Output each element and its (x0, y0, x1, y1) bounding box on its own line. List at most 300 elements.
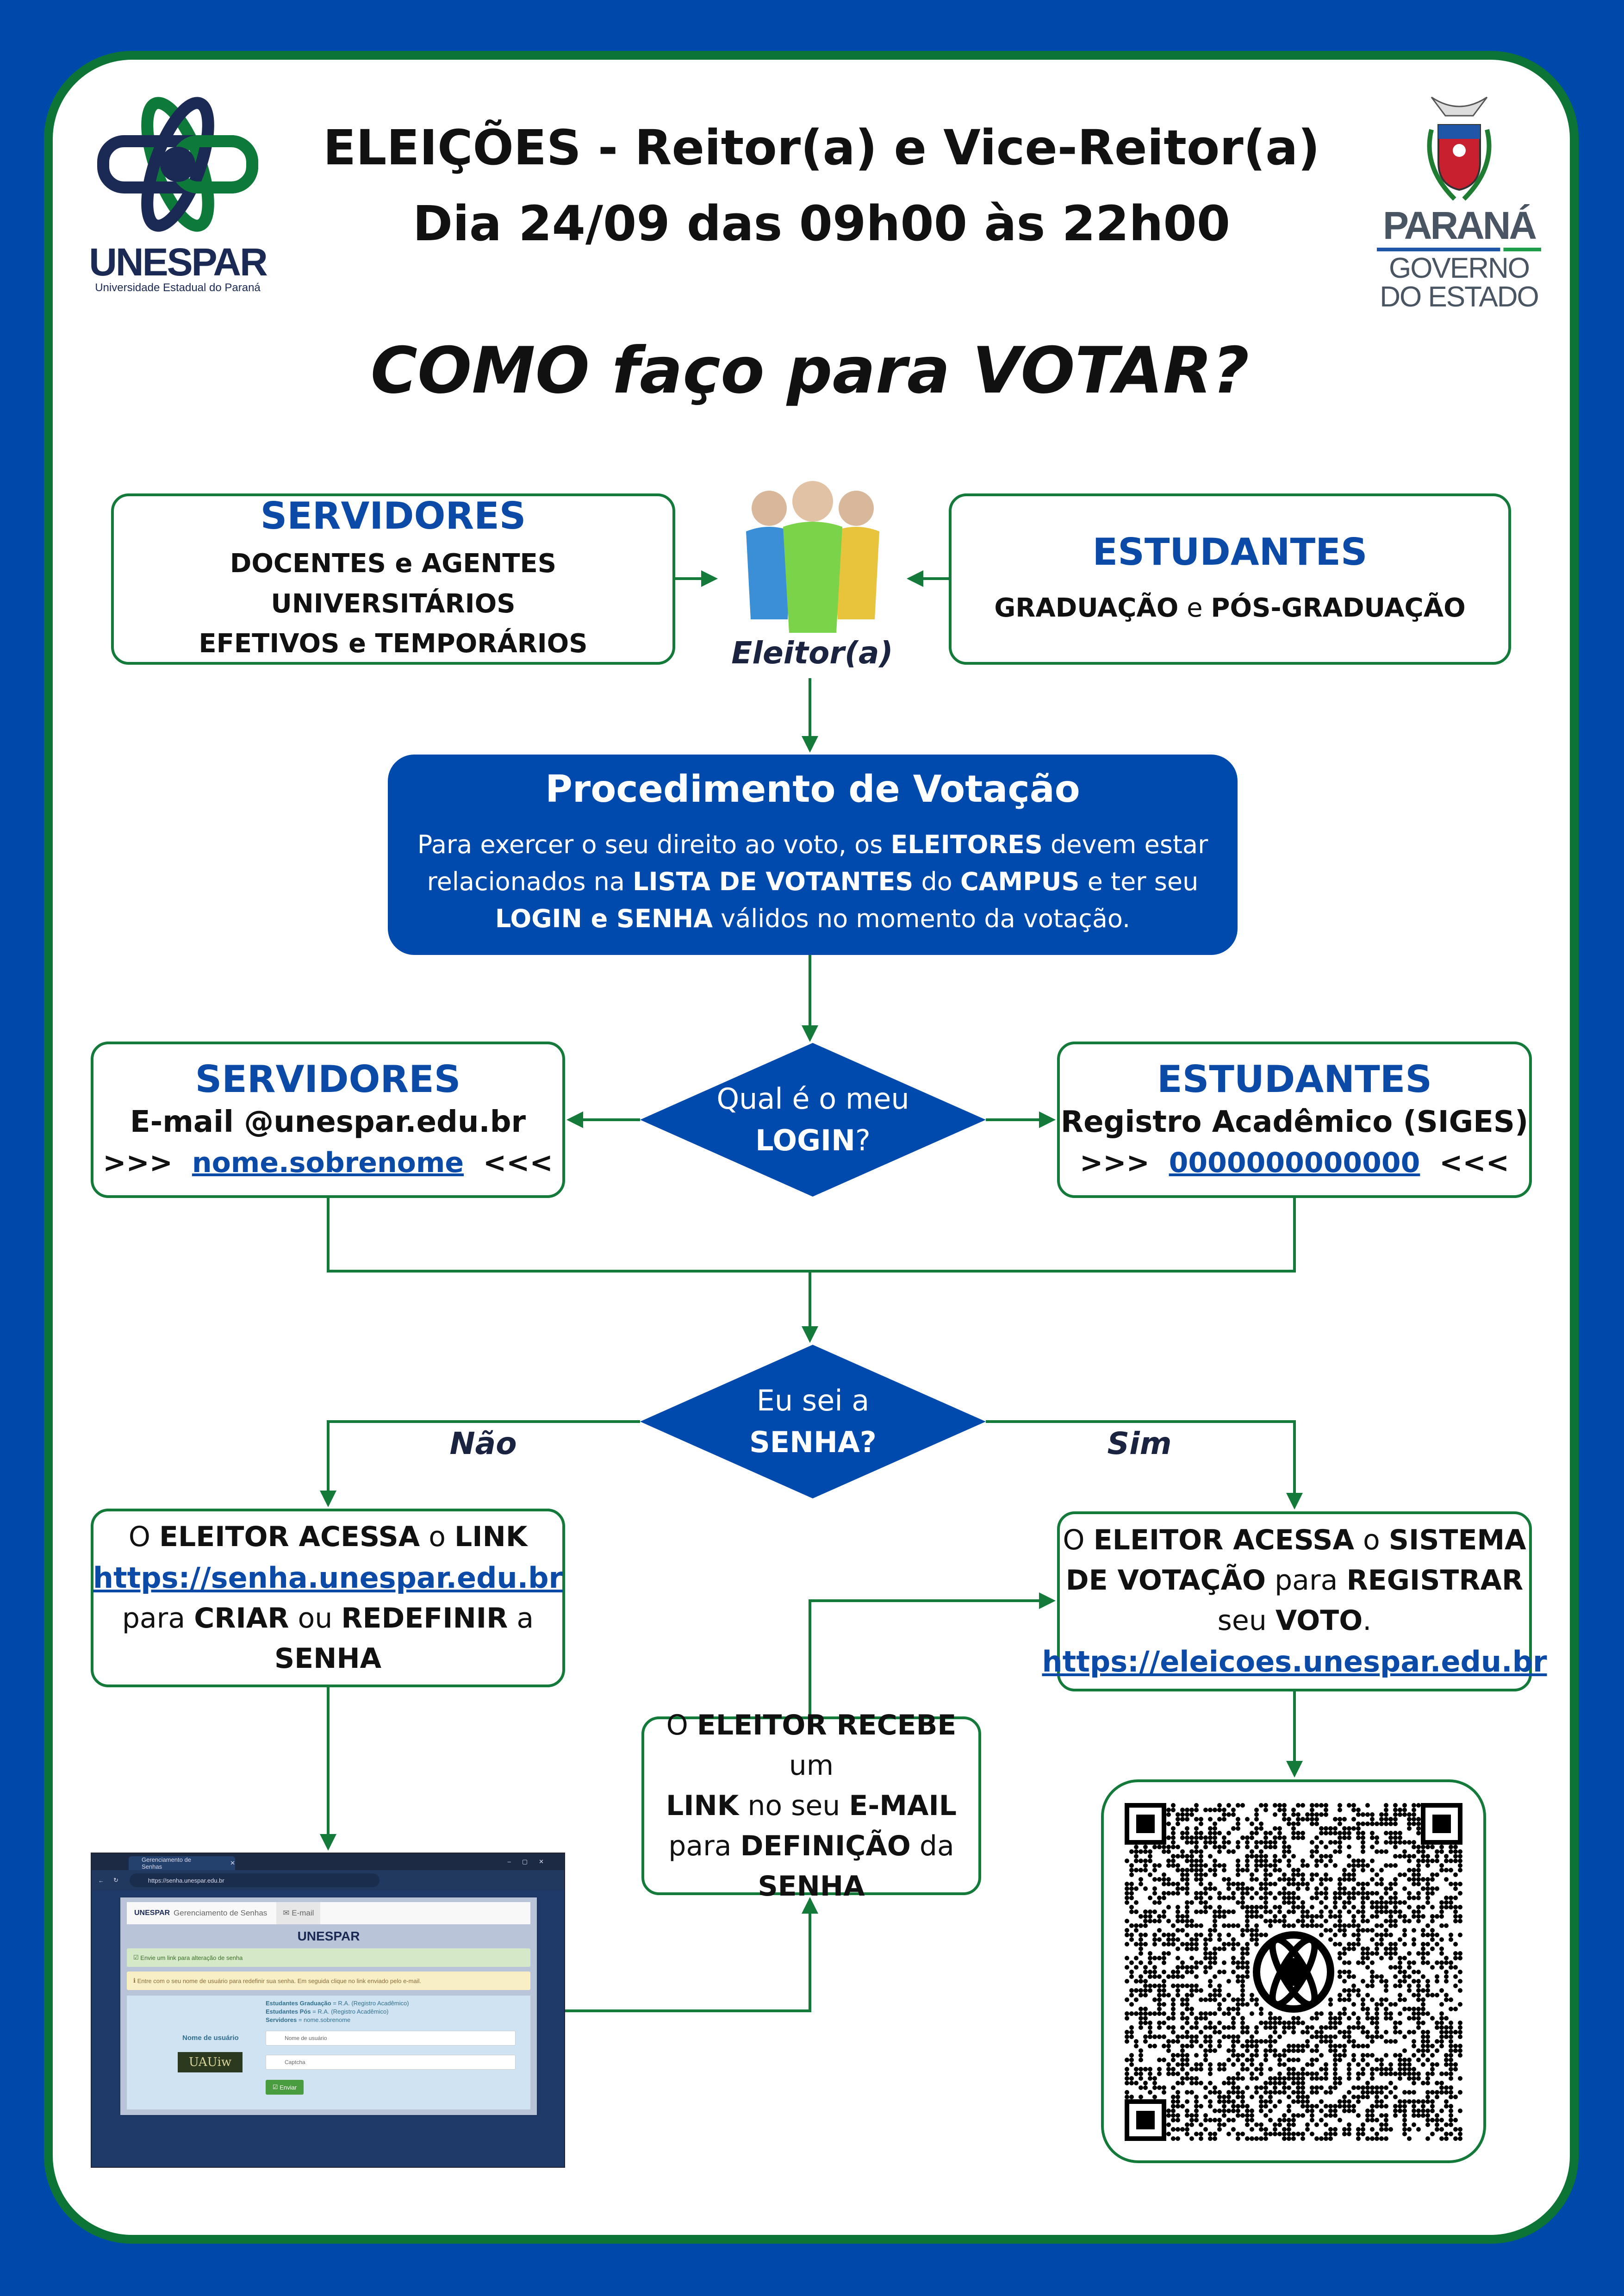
qr-module (1166, 2048, 1171, 2053)
qr-module (1250, 2109, 1254, 2113)
qr-module (1268, 2011, 1273, 2016)
qr-module (1236, 1965, 1240, 1970)
qr-module (1416, 1909, 1421, 1914)
qr-module (1176, 1812, 1180, 1817)
qr-module (1393, 1877, 1398, 1882)
qr-module (1231, 2076, 1236, 2081)
qr-module (1347, 1845, 1351, 1849)
qr-module (1407, 1812, 1412, 1817)
qr-module (1259, 2085, 1263, 2090)
qr-module (1268, 2048, 1273, 2053)
qr-module (1152, 1970, 1157, 1974)
qr-module (1300, 2085, 1305, 2090)
qr-module (1245, 1859, 1250, 1863)
qr-module (1176, 1984, 1180, 1988)
qr-module (1125, 1933, 1129, 1937)
branch-yes-label: Sim (1107, 1426, 1172, 1461)
qr-module (1375, 2085, 1379, 2090)
qr-module (1370, 2053, 1375, 2058)
qr-module (1176, 1845, 1180, 1849)
qr-module (1305, 2099, 1310, 2104)
qr-module (1282, 2021, 1287, 2025)
text-segment: ELEITORES (890, 830, 1043, 859)
qr-module (1291, 2058, 1296, 2062)
qr-module (1180, 1808, 1185, 1812)
hint-value: = R.A. (Registro Acadêmico) (311, 2008, 389, 2015)
text-segment: um (789, 1749, 834, 1782)
qr-module (1435, 1849, 1439, 1854)
qr-module (1449, 2025, 1453, 2030)
qr-module (1407, 2016, 1412, 2021)
qr-module (1157, 1956, 1162, 1960)
qr-module (1254, 2136, 1259, 2141)
qr-module (1222, 2095, 1226, 2099)
qr-module (1416, 1970, 1421, 1974)
qr-module (1189, 2039, 1194, 2044)
qr-module (1402, 1928, 1407, 1933)
qr-module (1324, 1831, 1328, 1835)
qr-module (1180, 2062, 1185, 2067)
qr-module (1185, 2021, 1189, 2025)
qr-module (1384, 1997, 1388, 2002)
qr-module (1166, 1812, 1171, 1817)
qr-module (1245, 2044, 1250, 2048)
qr-module (1310, 2090, 1314, 2095)
qr-module (1222, 2011, 1226, 2016)
qr-module (1430, 2099, 1435, 2104)
qr-module (1439, 1951, 1444, 1956)
qr-module (1148, 2067, 1152, 2071)
qr-module (1162, 1891, 1166, 1896)
qr-module (1203, 1997, 1208, 2002)
qr-module (1356, 1928, 1361, 1933)
qr-module (1134, 1956, 1139, 1960)
qr-module (1370, 1835, 1375, 1840)
qr-module (1268, 1831, 1273, 1835)
qr-module (1208, 2034, 1213, 2039)
qr-module (1180, 2058, 1185, 2062)
email-link-box (641, 1709, 981, 1903)
qr-module (1412, 1868, 1416, 1872)
qr-module (1277, 2021, 1282, 2025)
qr-module (1143, 1914, 1148, 1919)
qr-module (1388, 1835, 1393, 1840)
unespar-wordmark: UNESPAR (89, 240, 267, 284)
qr-module (1185, 1882, 1189, 1886)
qr-module (1143, 1909, 1148, 1914)
qr-module (1375, 2099, 1379, 2104)
qr-module (1333, 1826, 1338, 1831)
qr-module (1213, 1988, 1217, 1993)
qr-module (1449, 2048, 1453, 2053)
qr-module (1412, 2090, 1416, 2095)
qr-module (1370, 1859, 1375, 1863)
qr-module (1157, 2025, 1162, 2030)
qr-module (1398, 1956, 1402, 1960)
qr-module (1125, 1859, 1129, 1863)
qr-module (1296, 1886, 1300, 1891)
qr-module (1361, 2090, 1365, 2095)
qr-module (1375, 1942, 1379, 1947)
qr-module (1412, 1872, 1416, 1877)
qr-module (1194, 1826, 1199, 1831)
qr-module (1222, 1914, 1226, 1919)
qr-module (1430, 1877, 1435, 1882)
qr-module (1430, 2062, 1435, 2067)
qr-module (1250, 2062, 1254, 2067)
qr-module (1351, 1826, 1356, 1831)
qr-module (1296, 2076, 1300, 2081)
qr-module (1166, 1859, 1171, 1863)
qr-module (1162, 2002, 1166, 2007)
qr-module (1398, 1979, 1402, 1984)
qr-module (1217, 2039, 1222, 2044)
qr-module (1310, 2058, 1314, 2062)
qr-module (1277, 2118, 1282, 2122)
text-segment: LISTA DE VOTANTES (633, 867, 914, 896)
qr-module (1439, 2025, 1444, 2030)
qr-module (1180, 2016, 1185, 2021)
qr-module (1402, 2062, 1407, 2067)
qr-module (1370, 2113, 1375, 2118)
qr-module (1259, 1863, 1263, 1868)
qr-module (1305, 2030, 1310, 2034)
qr-module (1143, 1859, 1148, 1863)
qr-module (1439, 2071, 1444, 2076)
qr-module (1236, 1900, 1240, 1905)
qr-module (1458, 1933, 1462, 1937)
qr-module (1245, 1928, 1250, 1933)
qr-module (1199, 1835, 1203, 1840)
qr-module (1152, 2085, 1157, 2090)
qr-module (1282, 1900, 1287, 1905)
form-hints (266, 1999, 409, 2024)
qr-module (1226, 2109, 1231, 2113)
qr-module (1277, 2090, 1282, 2095)
qr-module (1356, 2021, 1361, 2025)
qr-module (1152, 2011, 1157, 2016)
qr-module (1254, 1909, 1259, 1914)
qr-module (1282, 1891, 1287, 1896)
qr-module (1365, 1882, 1370, 1886)
qr-module (1388, 1914, 1393, 1919)
qr-module (1282, 2053, 1287, 2058)
qr-module (1273, 1845, 1277, 1849)
qr-module (1125, 1891, 1129, 1896)
qr-module (1388, 1831, 1393, 1835)
qr-module (1208, 2071, 1213, 2076)
qr-module (1245, 1891, 1250, 1896)
text-segment: LOGIN (755, 1123, 855, 1157)
qr-module (1416, 1993, 1421, 1997)
text-line (122, 1639, 534, 1679)
qr-module (1277, 2099, 1282, 2104)
qr-module (1171, 1891, 1176, 1896)
qr-module (1421, 2104, 1425, 2109)
qr-module (1324, 1886, 1328, 1891)
text-segment: EFETIVOS (199, 629, 340, 659)
qr-module (1379, 1877, 1384, 1882)
qr-module (1282, 1835, 1287, 1840)
qr-module (1453, 1951, 1458, 1956)
qr-module (1171, 1808, 1176, 1812)
qr-module (1217, 2118, 1222, 2122)
qr-module (1176, 1965, 1180, 1970)
qr-module (1162, 1877, 1166, 1882)
qr-module (1342, 1988, 1347, 1993)
qr-module (1384, 1984, 1388, 1988)
qr-module (1347, 1835, 1351, 1840)
qr-module (1231, 2118, 1236, 2122)
qr-module (1347, 1974, 1351, 1979)
qr-module (1194, 2132, 1199, 2136)
qr-module (1338, 2099, 1342, 2104)
qr-module (1314, 1872, 1319, 1877)
qr-module (1277, 1859, 1282, 1863)
voting-system-link[interactable]: https://eleicoes.unespar.edu.br (1042, 1645, 1547, 1679)
procedure-box (388, 755, 1238, 955)
qr-module (1180, 1965, 1185, 1970)
qr-module (1333, 2109, 1338, 2113)
qr-module (1314, 1845, 1319, 1849)
qr-module (1370, 1817, 1375, 1822)
qr-module (1143, 1942, 1148, 1947)
qr-module (1328, 1831, 1333, 1835)
qr-module (1425, 1933, 1430, 1937)
qr-module (1305, 1886, 1310, 1891)
qr-module (1194, 2076, 1199, 2081)
qr-module (1342, 2109, 1347, 2113)
parana-wordmark: PARANÁ (1382, 204, 1536, 247)
qr-module (1250, 1928, 1254, 1933)
qr-module (1416, 1859, 1421, 1863)
qr-module (1402, 2071, 1407, 2076)
qr-module (1365, 1812, 1370, 1817)
qr-module (1314, 1817, 1319, 1822)
qr-module (1250, 2076, 1254, 2081)
qr-module (1291, 2076, 1296, 2081)
qr-module (1240, 2132, 1245, 2136)
qr-module (1449, 2071, 1453, 2076)
qr-module (1171, 2127, 1176, 2132)
qr-module (1379, 1979, 1384, 1984)
qr-module (1148, 1984, 1152, 1988)
qr-module (1245, 1951, 1250, 1956)
qr-module (1319, 2011, 1324, 2016)
qr-module (1351, 1974, 1356, 1979)
qr-module (1338, 1849, 1342, 1854)
qr-module (1384, 2118, 1388, 2122)
qr-module (1338, 1923, 1342, 1928)
qr-module (1176, 1822, 1180, 1826)
qr-module (1148, 1896, 1152, 1900)
qr-module (1171, 2104, 1176, 2109)
qr-module (1222, 2034, 1226, 2039)
qr-module (1388, 2127, 1393, 2132)
qr-module (1226, 2090, 1231, 2095)
qr-module (1231, 1937, 1236, 1942)
text-line (388, 900, 1238, 937)
qr-module (1185, 2030, 1189, 2034)
qr-module (1213, 2118, 1217, 2122)
qr-module (1425, 1854, 1430, 1859)
text-segment: o (420, 1520, 455, 1553)
qr-module (1421, 1849, 1425, 1854)
email-nav-label: E-mail (292, 1909, 314, 1917)
qr-module (1176, 1970, 1180, 1974)
qr-module (1185, 2053, 1189, 2058)
qr-module (1240, 1868, 1245, 1872)
qr-module (1458, 2136, 1462, 2141)
qr-module (1402, 1933, 1407, 1937)
qr-module (1129, 1960, 1134, 1965)
qr-module (1416, 1984, 1421, 1988)
qr-module (1189, 2076, 1194, 2081)
qr-module (1338, 1835, 1342, 1840)
qr-module (1129, 2095, 1134, 2099)
qr-module (1310, 1923, 1314, 1928)
qr-module (1370, 2127, 1375, 2132)
qr-module (1430, 2104, 1435, 2109)
qr-module (1231, 1849, 1236, 1854)
qr-module (1282, 1812, 1287, 1817)
qr-module (1277, 1826, 1282, 1831)
qr-module (1300, 1835, 1305, 1840)
qr-module (1388, 2011, 1393, 2016)
qr-module (1287, 1896, 1291, 1900)
qr-module (1189, 1859, 1194, 1863)
qr-module (1370, 1928, 1375, 1933)
qr-module (1176, 1882, 1180, 1886)
qr-module (1217, 1914, 1222, 1919)
qr-module (1185, 1812, 1189, 1817)
qr-module (1342, 2048, 1347, 2053)
qr-module (1162, 2021, 1166, 2025)
qr-module (1208, 2044, 1213, 2048)
qr-module (1393, 1817, 1398, 1822)
qr-module (1449, 2132, 1453, 2136)
qr-module (1296, 1872, 1300, 1877)
qr-module (1324, 1877, 1328, 1882)
qr-module (1324, 1845, 1328, 1849)
qr-module (1333, 1905, 1338, 1909)
qr-module (1250, 1905, 1254, 1909)
qr-module (1291, 1822, 1296, 1826)
qr-module (1310, 2034, 1314, 2039)
qr-module (1310, 1849, 1314, 1854)
qr-module (1213, 1974, 1217, 1979)
qr-module (1245, 1974, 1250, 1979)
text-segment: ELEITOR RECEBE (697, 1709, 957, 1741)
qr-module (1134, 1988, 1139, 1993)
qr-module (1356, 1831, 1361, 1835)
qr-module (1166, 1905, 1171, 1909)
qr-module (1435, 2122, 1439, 2127)
qr-module (1254, 2085, 1259, 2090)
qr-module (1388, 1909, 1393, 1914)
qr-module (1263, 1831, 1268, 1835)
qr-module (1375, 2132, 1379, 2136)
qr-module (1351, 2011, 1356, 2016)
qr-module (1393, 2021, 1398, 2025)
qr-module (1231, 2048, 1236, 2053)
qr-module (1310, 2048, 1314, 2053)
qr-module (1240, 1900, 1245, 1905)
qr-module (1171, 2030, 1176, 2034)
qr-module (1254, 2039, 1259, 2044)
qr-module (1143, 1988, 1148, 1993)
qr-module (1393, 1900, 1398, 1905)
qr-module (1166, 1882, 1171, 1886)
qr-module (1208, 1928, 1213, 1933)
estudantes-title: ESTUDANTES (1092, 530, 1368, 574)
qr-module (1129, 1933, 1134, 1937)
qr-module (1393, 1845, 1398, 1849)
qr-module (1213, 1956, 1217, 1960)
qr-module (1384, 2011, 1388, 2016)
qr-module (1282, 2113, 1287, 2118)
qr-module (1435, 2113, 1439, 2118)
qr-module (1370, 1997, 1375, 2002)
qr-module (1185, 1831, 1189, 1835)
qr-module (1361, 1979, 1365, 1984)
qr-module (1245, 1923, 1250, 1928)
qr-module (1199, 1909, 1203, 1914)
qr-module (1194, 1872, 1199, 1877)
login-servidores-title: SERVIDORES (195, 1058, 461, 1101)
qr-module (1152, 2081, 1157, 2085)
qr-module (1393, 2039, 1398, 2044)
qr-module (1333, 2076, 1338, 2081)
qr-module (1328, 2011, 1333, 2016)
qr-module (1375, 2011, 1379, 2016)
qr-module (1439, 1909, 1444, 1914)
qr-module (1439, 2044, 1444, 2048)
qr-module (1379, 2104, 1384, 2109)
qr-module (1361, 1900, 1365, 1905)
qr-module (1171, 1835, 1176, 1840)
qr-module (1416, 2048, 1421, 2053)
qr-module (1180, 2081, 1185, 2085)
qr-module (1185, 1965, 1189, 1970)
qr-module (1310, 1905, 1314, 1909)
qr-module (1370, 2067, 1375, 2071)
qr-module (1324, 1808, 1328, 1812)
qr-module (1199, 1960, 1203, 1965)
qr-module (1291, 1831, 1296, 1835)
qr-module (1365, 2085, 1370, 2090)
qr-module (1435, 2062, 1439, 2067)
qr-module (1176, 2034, 1180, 2039)
qr-module (1393, 1808, 1398, 1812)
qr-module (1148, 1960, 1152, 1965)
qr-module (1282, 1886, 1287, 1891)
reset-password-link[interactable]: https://senha.unespar.edu.br (93, 1560, 563, 1595)
qr-module (1194, 2081, 1199, 2085)
qr-module (1250, 1854, 1254, 1859)
qr-module (1379, 2113, 1384, 2118)
qr-module (1139, 1942, 1143, 1947)
qr-module (1226, 2076, 1231, 2081)
qr-module (1273, 2122, 1277, 2127)
qr-module (1300, 2048, 1305, 2053)
qr-module (1176, 1854, 1180, 1859)
qr-module (1213, 2136, 1217, 2141)
qr-module (1139, 1951, 1143, 1956)
qr-module (1268, 1909, 1273, 1914)
qr-module (1361, 1845, 1365, 1849)
qr-module (1319, 2118, 1324, 2122)
